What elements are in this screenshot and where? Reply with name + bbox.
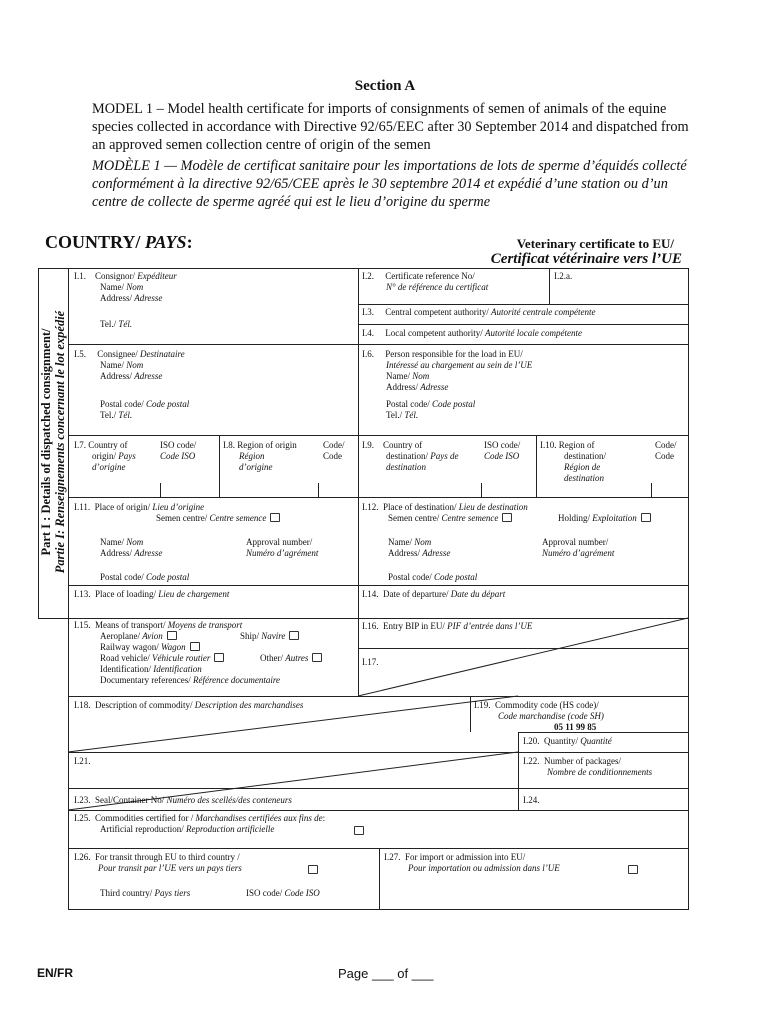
box-i7-country-origin[interactable]: I.7. Country of origin/ Pays d’origine — [74, 440, 136, 472]
box-i12-place-destination[interactable]: I.12. Place of destination/ Lieu de destination Semen centre/ Centre semence Holding/ Exploitation Name/ Nom Approval number/ Address/ Adresse Numéro d’agrément Postal code/ Code postal — [362, 502, 687, 583]
box-i8-region-origin[interactable]: I.8. Region of origin Région d’origine — [223, 440, 297, 472]
box-i21[interactable]: I.21. — [74, 756, 91, 766]
box-i5-consignee[interactable]: I.5. Consignee/ Destinataire Name/ Nom Address/ Adresse Postal code/ Code postal Tel./ Tél. — [74, 349, 190, 420]
part-one-side-label: Part I : Details of dispatched consignment/ Partie I: Renseignements concernant le lot expédié — [39, 310, 67, 574]
box-i13-place-loading[interactable]: I.13. Place of loading/ Lieu de chargement — [74, 589, 230, 599]
box-i10-region-destination[interactable]: I.10. Region of destination/ Région de destination — [540, 440, 606, 483]
language-code: EN/FR — [37, 966, 73, 980]
box-i22-number-packages[interactable]: I.22. Number of packages/ Nombre de conditionnements — [523, 756, 653, 777]
box-i3-central-authority[interactable]: I.3. Central competent authority/ Autorité centrale compétente — [362, 307, 596, 317]
other-transport-checkbox[interactable] — [312, 653, 322, 662]
box-i9-iso-code: ISO code/ Code ISO — [484, 440, 521, 461]
box-i4-local-authority[interactable]: I.4. Local competent authority/ Autorité locale compétente — [362, 328, 582, 338]
vet-certificate-fr: Certificat vétérinaire vers l’UE — [490, 251, 682, 267]
semen-centre-origin-checkbox[interactable] — [270, 513, 280, 522]
box-i26-transit[interactable]: I.26. For transit through EU to third country / Pour transit par l’UE vers un pays tiers Third country/ Pays tiers ISO code/ Code ISO — [74, 852, 320, 898]
country-heading: COUNTRY/ PAYS: — [45, 232, 193, 252]
box-i18-description[interactable]: I.18. Description of commodity/ Description des marchandises — [74, 700, 304, 710]
box-i25-certified-for[interactable]: I.25. Commodities certified for / Marchandises certifiées aux fins de: Artificial reproduction/ Reproduction artificielle — [74, 813, 684, 835]
page-number: Page ___ of ___ — [338, 966, 434, 981]
vet-certificate-en: Veterinary certificate to EU/ — [516, 236, 674, 251]
model-title-fr: MODÈLE 1 — Modèle de certificat sanitaire pour les importations de lots de sperme d’équidés collecté conformément à la directive 92/65/CEE après le 30 septembre 2014 et expédié d’une station ou d’un centre de collecte de sperme agréé qui est le lieu d’origine du sperme — [92, 158, 687, 210]
box-i6-person-responsible[interactable]: I.6. Person responsible for the load in EU/ Intéressé au chargement au sein de l’UE Name/ Nom Address/ Adresse Postal code/ Code postal Tel./ Tél. — [362, 349, 533, 420]
semen-centre-destination-checkbox[interactable] — [502, 513, 512, 522]
box-i14-date-departure[interactable]: I.14. Date of departure/ Date du départ — [362, 589, 506, 599]
box-i27-import-admission[interactable]: I.27. For import or admission into EU/ Pour importation ou admission dans l’UE — [384, 852, 686, 874]
section-title: Section A — [354, 78, 416, 94]
box-i10-code: Code/ Code — [655, 440, 677, 461]
box-i8-code: Code/ Code — [323, 440, 345, 461]
holding-checkbox[interactable] — [641, 513, 651, 522]
box-i9-country-destination[interactable]: I.9. Country of destination/ Pays de destination — [362, 440, 459, 472]
artificial-reproduction-checkbox[interactable] — [354, 826, 364, 835]
box-i17[interactable]: I.17. — [362, 657, 379, 667]
ship-checkbox[interactable] — [289, 631, 299, 640]
box-i23-seal-container[interactable]: I.23. Seal/Container No/ Numéro des scellés/des conteneurs — [74, 795, 292, 805]
railway-checkbox[interactable] — [190, 642, 200, 651]
box-i19-commodity-code[interactable]: I.19. Commodity code (HS code)/ Code marchandise (code SH) 05 11 99 85 — [474, 700, 604, 732]
transit-checkbox[interactable] — [308, 865, 318, 874]
box-i11-place-origin[interactable]: I.11. Place of origin/ Lieu d’origine Semen centre/ Centre semence Name/ Nom Approval number/ Address/ Adresse Numéro d’agrément Postal code/ Code postal — [74, 502, 319, 582]
box-i15-means-transport[interactable]: I.15. Means of transport/ Moyens de transport Aeroplane/ Avion Ship/ Navire Railway wagon/ Wagon Road vehicle/ Véhicule routier Other/ Autres Identification/ Identification Documentary references/ Référence documentaire — [74, 620, 354, 686]
model-title-en: MODEL 1 – Model health certificate for imports of consignments of semen of animals of the equine species collected in accordance with Directive 92/65/EEC after 30 September 2014 and dispatched from an approved semen collection centre of origin of the semen — [92, 101, 689, 153]
aeroplane-checkbox[interactable] — [167, 631, 177, 640]
road-vehicle-checkbox[interactable] — [214, 653, 224, 662]
box-i16-entry-bip[interactable]: I.16. Entry BIP in EU/ PIF d’entrée dans l’UE — [362, 621, 533, 631]
box-i7-iso-code: ISO code/ Code ISO — [160, 440, 197, 461]
box-i24[interactable]: I.24. — [523, 795, 540, 805]
box-i1-consignor[interactable]: I.1. Consignor/ Expéditeur Name/ Nom Address/ Adresse Tel./ Tél. — [74, 271, 177, 329]
import-checkbox[interactable] — [628, 865, 638, 874]
box-i2-certificate-ref[interactable]: I.2. Certificate reference No/ N° de référence du certificat — [362, 271, 489, 292]
box-i2a[interactable]: I.2.a. — [554, 271, 573, 281]
box-i20-quantity[interactable]: I.20. Quantity/ Quantité — [523, 736, 612, 746]
